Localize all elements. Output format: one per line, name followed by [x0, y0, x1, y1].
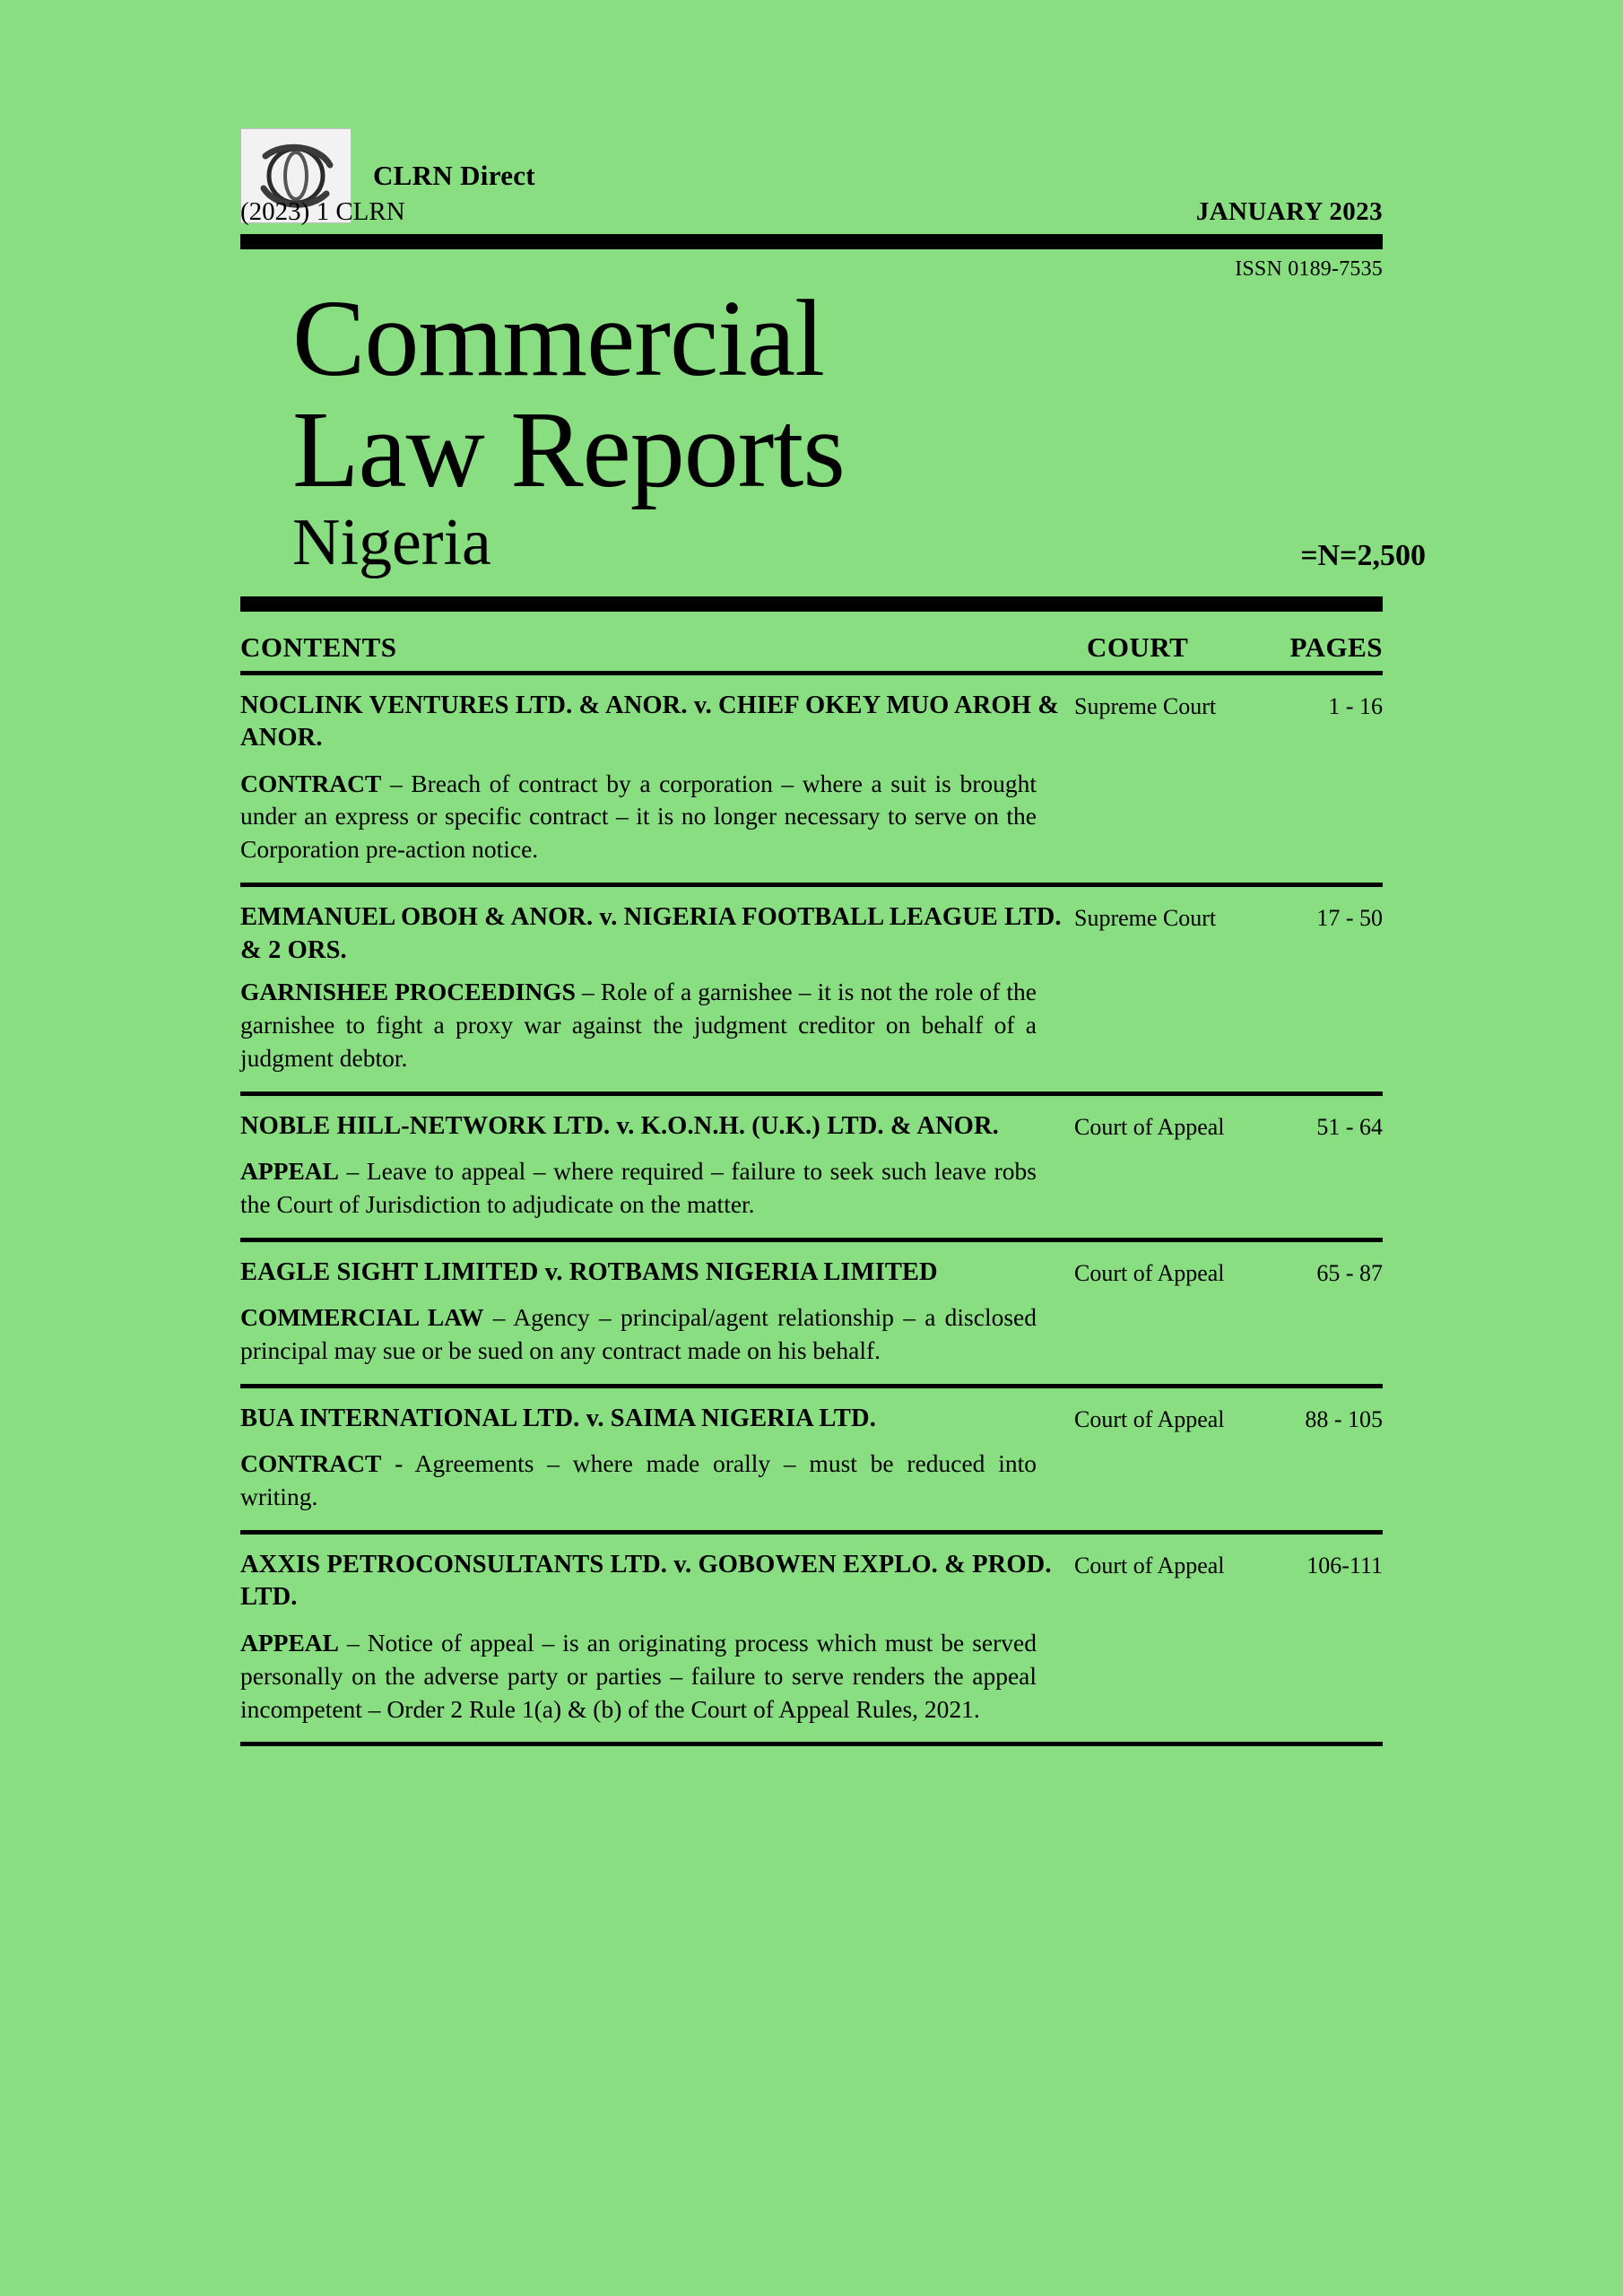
citation-label: (2023) 1 CLRN: [240, 197, 405, 226]
case-court: Court of Appeal: [1074, 1552, 1225, 1578]
court-column-heading: COURT: [1087, 631, 1189, 663]
case-summary: [240, 1155, 1037, 1222]
case-title[interactable]: AXXIS PETROCONSULTANTS LTD. v. GOBOWEN EXPLO. & PROD. LTD.: [240, 1550, 1052, 1612]
toc-entry-top: [240, 901, 1383, 967]
top-rule: [240, 234, 1383, 249]
case-summary-text: - Agreements – where made orally – must be reduced into writing.: [240, 1449, 1037, 1511]
case-pages: 106-111: [1306, 1552, 1383, 1578]
toc-entry[interactable]: [240, 1388, 1383, 1525]
entry-separator: [240, 1742, 1383, 1746]
case-title[interactable]: EAGLE SIGHT LIMITED v. ROTBAMS NIGERIA LIMITED: [240, 1257, 938, 1286]
case-title[interactable]: EMMANUEL OBOH & ANOR. v. NIGERIA FOOTBALL LEAGUE LTD. & 2 ORS.: [240, 903, 1062, 964]
case-summary: [240, 1448, 1037, 1514]
contents-heading: CONTENTS: [240, 631, 397, 663]
case-summary: [240, 1627, 1037, 1726]
contents-header-row: [240, 631, 1383, 664]
title-line-1: Commercial: [292, 278, 825, 399]
case-summary-text: – Notice of appeal – is an originating process which must be served personally on the adverse party or parties – failure to serve renders the appeal incompetent – Order 2 Rule 1(a) & (b) of the Court of Appeal Rules, 2021.: [240, 1628, 1037, 1723]
case-summary-text: – Leave to appeal – where required – failure to seek such leave robs the Court of Jurisdiction to adjudicate on the matter.: [240, 1156, 1037, 1218]
case-pages: 1 - 16: [1328, 692, 1383, 719]
case-topic: APPEAL: [240, 1156, 339, 1185]
toc-entry-top: [240, 1403, 1383, 1435]
case-pages: 65 - 87: [1316, 1259, 1383, 1286]
toc-entry[interactable]: [240, 1242, 1383, 1378]
case-summary: [240, 976, 1037, 1075]
case-title[interactable]: BUA INTERNATIONAL LTD. v. SAIMA NIGERIA LTD.: [240, 1404, 876, 1432]
title-line-2: Law Reports: [292, 389, 845, 511]
brand-name: CLRN Direct: [373, 160, 535, 191]
journal-title-block: [240, 278, 1426, 579]
case-title[interactable]: NOBLE HILL-NETWORK LTD. v. K.O.N.H. (U.K.) LTD. & ANOR.: [240, 1111, 999, 1140]
title-bottom-rule: [240, 596, 1383, 612]
issn-label: ISSN 0189-7535: [1235, 257, 1383, 281]
case-title[interactable]: NOCLINK VENTURES LTD. & ANOR. v. CHIEF OKEY MUO AROH & ANOR.: [240, 691, 1060, 752]
toc-entry-top: [240, 1549, 1383, 1614]
case-pages: 51 - 64: [1316, 1113, 1383, 1140]
case-court: Court of Appeal: [1074, 1113, 1225, 1140]
toc-entry[interactable]: [240, 675, 1383, 877]
brand-row: [240, 0, 1383, 191]
toc-entry[interactable]: [240, 1096, 1383, 1232]
case-topic: APPEAL: [240, 1628, 339, 1657]
case-summary-text: – Role of a garnishee – it is not the role of the garnishee to fight a proxy war against the judgment creditor on behalf of a judgment debtor.: [240, 977, 1037, 1072]
case-topic: GARNISHEE PROCEEDINGS: [240, 977, 576, 1005]
case-pages: 88 - 105: [1305, 1405, 1383, 1432]
case-summary: [240, 768, 1037, 867]
case-topic: CONTRACT: [240, 1449, 382, 1478]
case-topic: COMMERCIAL LAW: [240, 1303, 484, 1332]
case-summary-text: – Agency – principal/agent relationship – a disclosed principal may sue or be sued on any contract made on his behalf.: [240, 1303, 1037, 1364]
case-topic: CONTRACT: [240, 769, 382, 797]
issue-date-label: JANUARY 2023: [1195, 197, 1383, 226]
toc-entry-top: [240, 1257, 1383, 1289]
title-line-3: Nigeria: [292, 505, 491, 579]
case-court: Supreme Court: [1074, 905, 1217, 932]
toc-entry[interactable]: [240, 887, 1383, 1085]
price-label: =N=2,500: [1300, 538, 1426, 572]
case-court: Court of Appeal: [1074, 1259, 1225, 1286]
toc-entry-top: [240, 1110, 1383, 1143]
issue-row: [240, 197, 1383, 227]
case-summary-text: – Breach of contract by a corporation – where a suit is brought under an express or specific contract – it is no longer necessary to serve on the Corporation pre-action notice.: [240, 769, 1037, 864]
toc-entry-top: [240, 690, 1383, 755]
case-court: Court of Appeal: [1074, 1405, 1225, 1432]
toc-entry[interactable]: [240, 1535, 1383, 1736]
case-pages: 17 - 50: [1316, 905, 1383, 932]
case-court: Supreme Court: [1074, 692, 1217, 719]
pages-column-heading: PAGES: [1289, 631, 1383, 663]
case-summary: [240, 1301, 1037, 1368]
